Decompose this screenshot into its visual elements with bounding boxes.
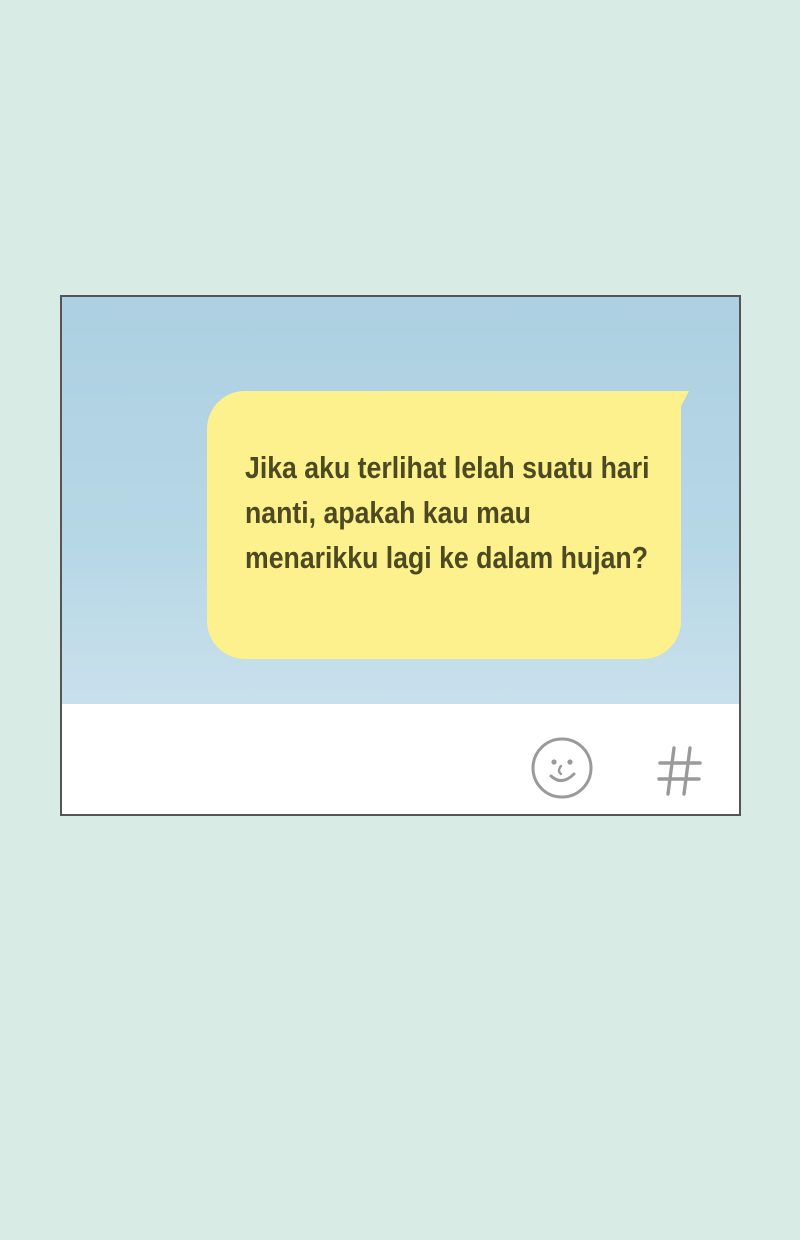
smiley-face-icon[interactable] bbox=[530, 736, 594, 800]
message-area bbox=[62, 297, 739, 704]
message-bubble-outgoing[interactable] bbox=[207, 391, 681, 659]
chat-window bbox=[60, 295, 741, 816]
message-text: Jika aku terlihat lelah suatu hari nanti, apakah kau mau menarikku lagi ke dalam hujan? bbox=[245, 450, 650, 575]
input-bar[interactable] bbox=[62, 704, 739, 814]
bubble-tail bbox=[661, 391, 689, 415]
hashtag-icon[interactable] bbox=[656, 744, 704, 798]
